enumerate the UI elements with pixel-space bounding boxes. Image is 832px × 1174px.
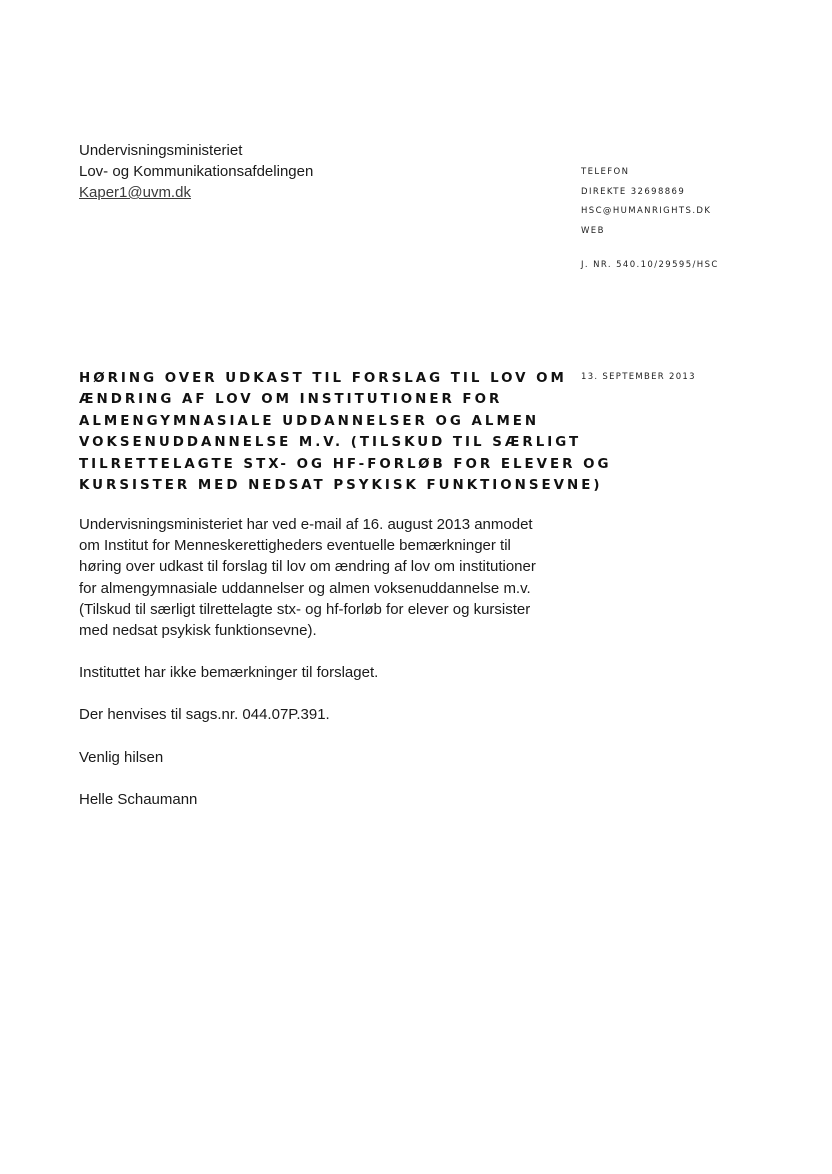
sender-web-label: WEB (581, 225, 605, 236)
body-paragraph-no-remarks: Instituttet har ikke bemærkninger til forslaget. (79, 664, 379, 682)
letter-subject-heading (79, 368, 612, 496)
subject-line: ÆNDRING AF LOV OM INSTITUTIONER FOR (79, 392, 503, 408)
subject-line: KURSISTER MED NEDSAT PSYKISK FUNKTIONSEVNE) (79, 478, 603, 494)
subject-line: TILRETTELAGTE STX- OG HF-FORLØB FOR ELEVER OG (79, 456, 612, 472)
body-line: for almengymnasiale uddannelser og almen voksenuddannelse m.v. (79, 579, 531, 597)
closing-greeting: Venlig hilsen (79, 748, 164, 766)
journal-number: J. NR. 540.10/29595/HSC (581, 260, 719, 270)
body-line: høring over udkast til forslag til lov om ændring af lov om institutioner (79, 558, 536, 576)
recipient-address (79, 140, 313, 203)
letter-body (79, 514, 579, 810)
body-line: om Institut for Menneskerettigheders eventuelle bemærkninger til (79, 537, 511, 555)
body-paragraph-request (79, 514, 579, 641)
sender-direct-phone: DIREKTE 32698869 (581, 186, 686, 197)
letter-date: 13. SEPTEMBER 2013 (581, 372, 696, 382)
subject-line: HØRING OVER UDKAST TIL FORSLAG TIL LOV OM (79, 371, 567, 386)
body-line: med nedsat psykisk funktionsevne). (79, 622, 317, 640)
sender-telefon-label: TELEFON (581, 167, 630, 177)
sender-email: HSC@HUMANRIGHTS.DK (581, 206, 712, 216)
body-line: Undervisningsministeriet har ved e-mail af 16. august 2013 anmodet (79, 516, 533, 533)
subject-line: ALMENGYMNASIALE UDDANNELSER OG ALMEN (79, 413, 540, 429)
body-line: (Tilskud til særligt tilrettelagte stx- og hf-forløb for elever og kursister (79, 600, 531, 618)
signature-name: Helle Schaumann (79, 790, 198, 808)
recipient-ministry: Undervisningsministeriet (79, 142, 243, 159)
subject-line: VOKSENUDDANNELSE M.V. (TILSKUD TIL SÆRLIGT (79, 435, 582, 451)
recipient-department: Lov- og Kommunikationsafdelingen (79, 163, 314, 180)
sender-contact-block (581, 163, 719, 276)
recipient-email-link[interactable]: Kaper1@uvm.dk (79, 184, 191, 201)
body-paragraph-case-reference: Der henvises til sags.nr. 044.07P.391. (79, 706, 330, 724)
